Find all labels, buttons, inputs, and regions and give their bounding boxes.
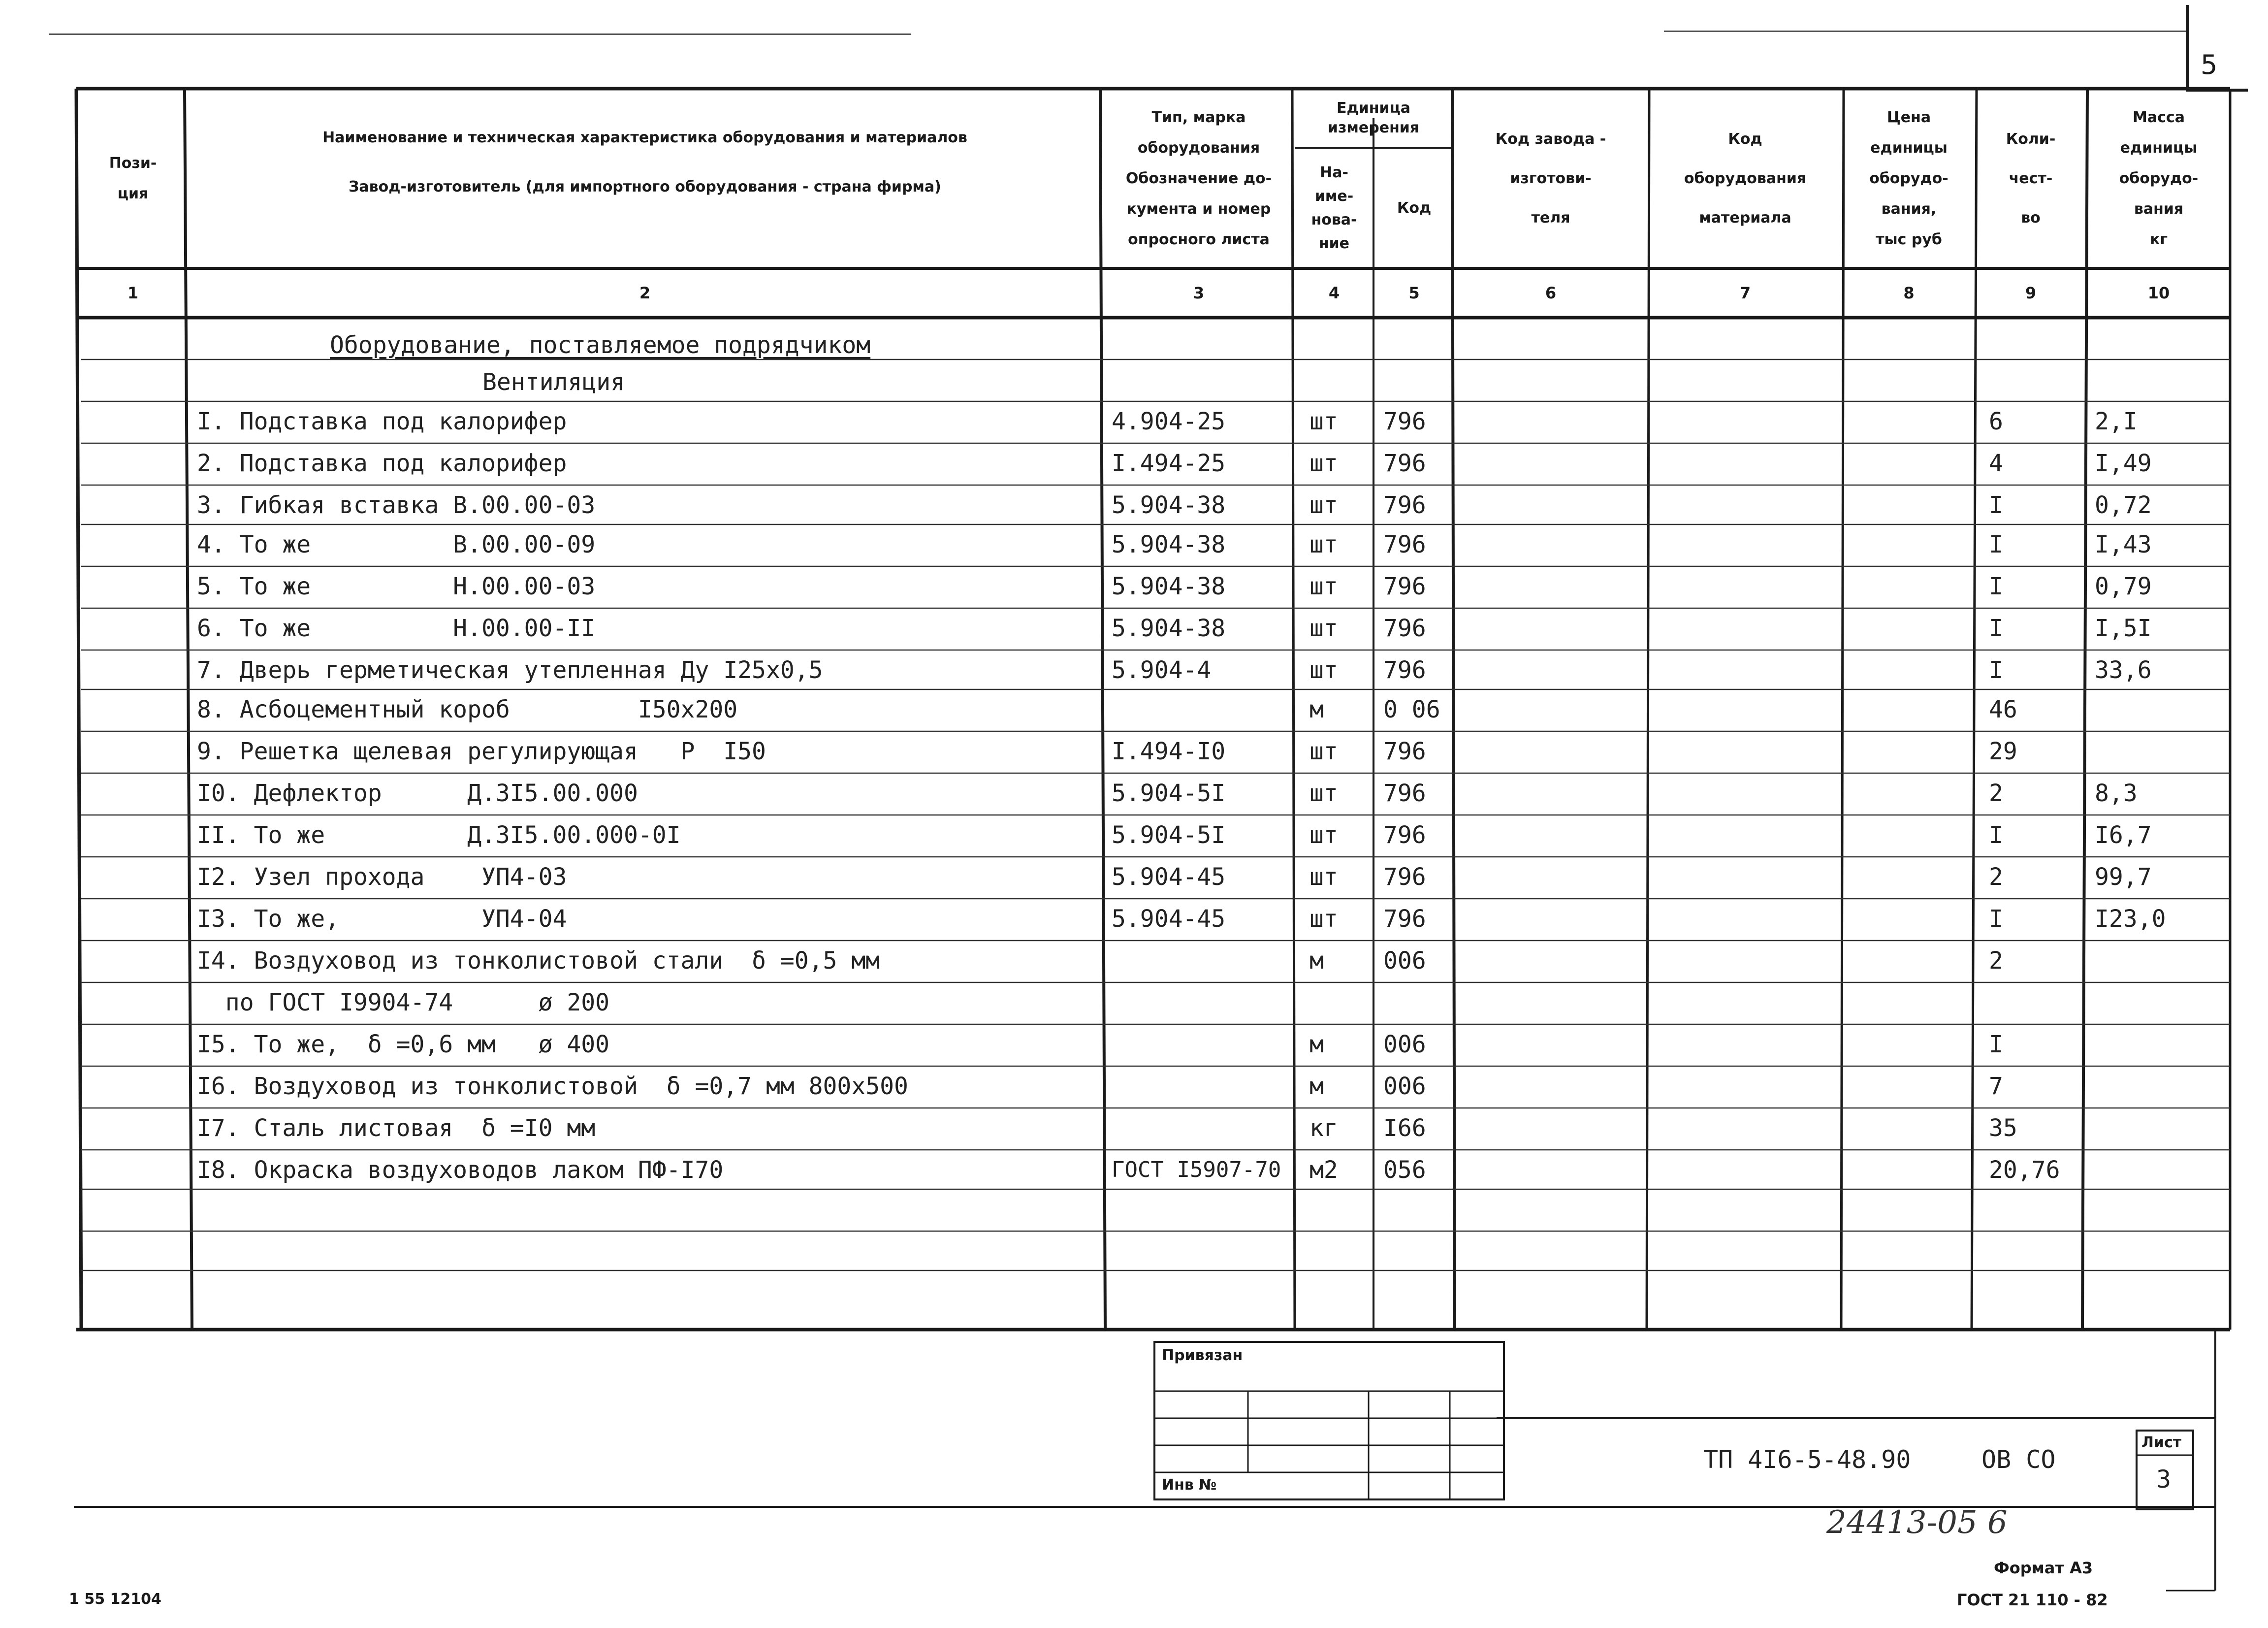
row-mass: 2,I xyxy=(2095,408,2138,435)
row-name: 5. То же Н.00.00-03 xyxy=(197,573,596,600)
column-number-8: 8 xyxy=(1903,284,1915,302)
row-name: 9. Решетка щелевая регулирующая Р I50 xyxy=(197,738,766,765)
row-name: I7. Сталь листовая δ =I0 мм xyxy=(197,1114,596,1142)
row-type: 5.904-38 xyxy=(1112,491,1226,519)
gost-label: ГОСТ 21 110 - 82 xyxy=(1957,1591,2108,1609)
row-quantity: 35 xyxy=(1989,1114,2017,1142)
row-type: 4.904-25 xyxy=(1112,408,1226,435)
row-quantity: I xyxy=(1989,531,2003,558)
row-unit: м xyxy=(1310,947,1324,975)
row-unit-code: 796 xyxy=(1383,408,1426,435)
row-mass: I,43 xyxy=(2095,531,2152,558)
row-unit-code: 796 xyxy=(1383,450,1426,477)
header-unit: Единица измерения xyxy=(1327,99,1420,136)
row-name: I0. Дефлектор Д.3I5.00.000 xyxy=(197,780,638,807)
row-quantity: 7 xyxy=(1989,1073,2003,1100)
row-unit-code: 796 xyxy=(1383,531,1426,558)
privyazan-label: Привязан xyxy=(1162,1347,1243,1364)
header-quantity: Коли- чест- во xyxy=(2006,130,2056,227)
row-type: 5.904-5I xyxy=(1112,821,1226,849)
row-name: 6. То же Н.00.00-II xyxy=(197,615,596,642)
row-name: I8. Окраска воздуховодов лаком ПФ-I70 xyxy=(197,1156,724,1184)
row-type: 5.904-5I xyxy=(1112,780,1226,807)
row-quantity: I xyxy=(1989,821,2003,849)
row-quantity: 29 xyxy=(1989,738,2017,765)
row-quantity: 46 xyxy=(1989,696,2017,723)
document-suffix: ОВ СО xyxy=(1981,1445,2056,1474)
row-quantity: 4 xyxy=(1989,450,2003,477)
row-name: по ГОСТ I9904-74 ø 200 xyxy=(197,989,610,1016)
row-name: 2. Подставка под калорифер xyxy=(197,450,567,477)
subsection-title: Вентиляция xyxy=(482,368,625,396)
header-name-line2: Завод-изготовитель (для импортного оборудования - страна фирма) xyxy=(349,178,941,195)
row-name: 7. Дверь герметическая утепленная Ду I25х0,5 xyxy=(197,656,823,684)
row-type: ГОСТ I5907-70 xyxy=(1112,1157,1281,1182)
column-number-1: 1 xyxy=(127,284,139,302)
header-type-mark: Тип, марка оборудования Обозначение до- кумента и номер опросного листа xyxy=(1125,108,1272,248)
column-number-4: 4 xyxy=(1328,284,1340,302)
row-quantity: I xyxy=(1989,905,2003,933)
row-mass: 33,6 xyxy=(2095,656,2152,684)
row-unit-code: 006 xyxy=(1383,1073,1426,1100)
row-mass: 8,3 xyxy=(2095,780,2138,807)
row-type: 5.904-38 xyxy=(1112,615,1226,642)
row-unit-code: 796 xyxy=(1383,738,1426,765)
row-quantity: I xyxy=(1989,615,2003,642)
row-unit-code: 056 xyxy=(1383,1156,1426,1184)
section-title: Оборудование, поставляемое подрядчиком xyxy=(330,331,871,359)
row-unit: шт xyxy=(1310,491,1338,519)
row-type: 5.904-38 xyxy=(1112,531,1226,558)
row-unit-code: 796 xyxy=(1383,656,1426,684)
column-number-2: 2 xyxy=(639,284,651,302)
row-type: 5.904-38 xyxy=(1112,573,1226,600)
handwritten-archive-number: 24413-05 6 xyxy=(1826,1504,2008,1541)
row-unit: м xyxy=(1310,696,1324,723)
row-unit: м xyxy=(1310,1073,1324,1100)
row-quantity: 2 xyxy=(1989,780,2003,807)
row-quantity: 6 xyxy=(1989,408,2003,435)
row-quantity: I xyxy=(1989,656,2003,684)
sheet-number: 3 xyxy=(2156,1465,2172,1494)
header-name-line1: Наименование и техническая характеристика оборудования и материалов xyxy=(322,129,967,146)
row-quantity: 20,76 xyxy=(1989,1156,2060,1184)
row-unit-code: 796 xyxy=(1383,615,1426,642)
inv-label: Инв № xyxy=(1162,1476,1217,1494)
column-number-6: 6 xyxy=(1545,284,1557,302)
row-unit-code: 796 xyxy=(1383,863,1426,891)
row-mass: I6,7 xyxy=(2095,821,2152,849)
header-plant-code: Код завода - изготови- теля xyxy=(1495,130,1606,227)
header-position: Пози- ция xyxy=(109,154,157,202)
row-unit: кг xyxy=(1310,1114,1338,1142)
row-unit: м2 xyxy=(1310,1156,1338,1184)
document-code: ТП 4I6-5-48.90 xyxy=(1703,1445,1911,1474)
row-quantity: I xyxy=(1989,1031,2003,1058)
row-type: 5.904-45 xyxy=(1112,863,1226,891)
row-quantity: 2 xyxy=(1989,947,2003,975)
row-name: I6. Воздуховод из тонколистовой δ =0,7 мм 800х500 xyxy=(197,1073,908,1100)
row-type: 5.904-4 xyxy=(1112,656,1212,684)
format-label: Формат А3 xyxy=(1994,1559,2093,1577)
row-name: I5. То же, δ =0,6 мм ø 400 xyxy=(197,1031,610,1058)
row-unit-code: 796 xyxy=(1383,905,1426,933)
row-unit: шт xyxy=(1310,863,1338,891)
row-name: 3. Гибкая вставка В.00.00-03 xyxy=(197,491,596,519)
row-unit: шт xyxy=(1310,450,1338,477)
row-unit: шт xyxy=(1310,615,1338,642)
row-unit: шт xyxy=(1310,573,1338,600)
header-price: Цена единицы оборудо- вания, тыс руб xyxy=(1869,108,1949,248)
row-name: I. Подставка под калорифер xyxy=(197,408,567,435)
sheet-corner-value: 5 xyxy=(2201,49,2218,80)
row-type: I.494-I0 xyxy=(1112,738,1226,765)
row-mass: 0,79 xyxy=(2095,573,2152,600)
row-unit-code: 0 06 xyxy=(1383,696,1440,723)
row-unit: шт xyxy=(1310,905,1338,933)
column-number-3: 3 xyxy=(1193,284,1205,302)
row-unit-code: I66 xyxy=(1383,1114,1426,1142)
row-type: I.494-25 xyxy=(1112,450,1226,477)
row-quantity: 2 xyxy=(1989,863,2003,891)
header-unit-code: Код xyxy=(1397,199,1432,217)
row-type: 5.904-45 xyxy=(1112,905,1226,933)
sheet-label: Лист xyxy=(2141,1434,2182,1451)
column-number-9: 9 xyxy=(2025,284,2037,302)
row-unit-code: 796 xyxy=(1383,573,1426,600)
row-name: I3. То же, УП4-04 xyxy=(197,905,567,933)
column-number-10: 10 xyxy=(2147,284,2170,302)
header-mass: Масса единицы оборудо- вания кг xyxy=(2119,108,2199,248)
row-name: I4. Воздуховод из тонколистовой стали δ =0,5 мм xyxy=(197,947,880,975)
row-mass: I23,0 xyxy=(2095,905,2166,933)
row-unit-code: 006 xyxy=(1383,947,1426,975)
row-unit-code: 796 xyxy=(1383,491,1426,519)
row-unit: шт xyxy=(1310,408,1338,435)
row-name: 8. Асбоцементный короб I50х200 xyxy=(197,696,738,723)
column-number-7: 7 xyxy=(1739,284,1751,302)
row-name: 4. То же В.00.00-09 xyxy=(197,531,596,558)
column-number-5: 5 xyxy=(1408,284,1420,302)
row-unit: шт xyxy=(1310,821,1338,849)
row-unit: шт xyxy=(1310,656,1338,684)
row-mass: I,49 xyxy=(2095,450,2152,477)
row-unit: шт xyxy=(1310,738,1338,765)
row-name: I2. Узел прохода УП4-03 xyxy=(197,863,567,891)
row-unit: шт xyxy=(1310,531,1338,558)
row-unit-code: 796 xyxy=(1383,780,1426,807)
header-equipment-code: Код оборудования материала xyxy=(1684,130,1807,227)
row-mass: I,5I xyxy=(2095,615,2152,642)
row-quantity: I xyxy=(1989,491,2003,519)
row-unit: шт xyxy=(1310,780,1338,807)
bottom-left-code: 1 55 12104 xyxy=(69,1591,161,1608)
row-quantity: I xyxy=(1989,573,2003,600)
row-unit-code: 006 xyxy=(1383,1031,1426,1058)
row-name: II. То же Д.3I5.00.000-0I xyxy=(197,821,681,849)
header-unit-name: На- име- нова- ние xyxy=(1311,163,1357,252)
row-mass: 99,7 xyxy=(2095,863,2152,891)
row-unit: м xyxy=(1310,1031,1324,1058)
row-unit-code: 796 xyxy=(1383,821,1426,849)
row-mass: 0,72 xyxy=(2095,491,2152,519)
